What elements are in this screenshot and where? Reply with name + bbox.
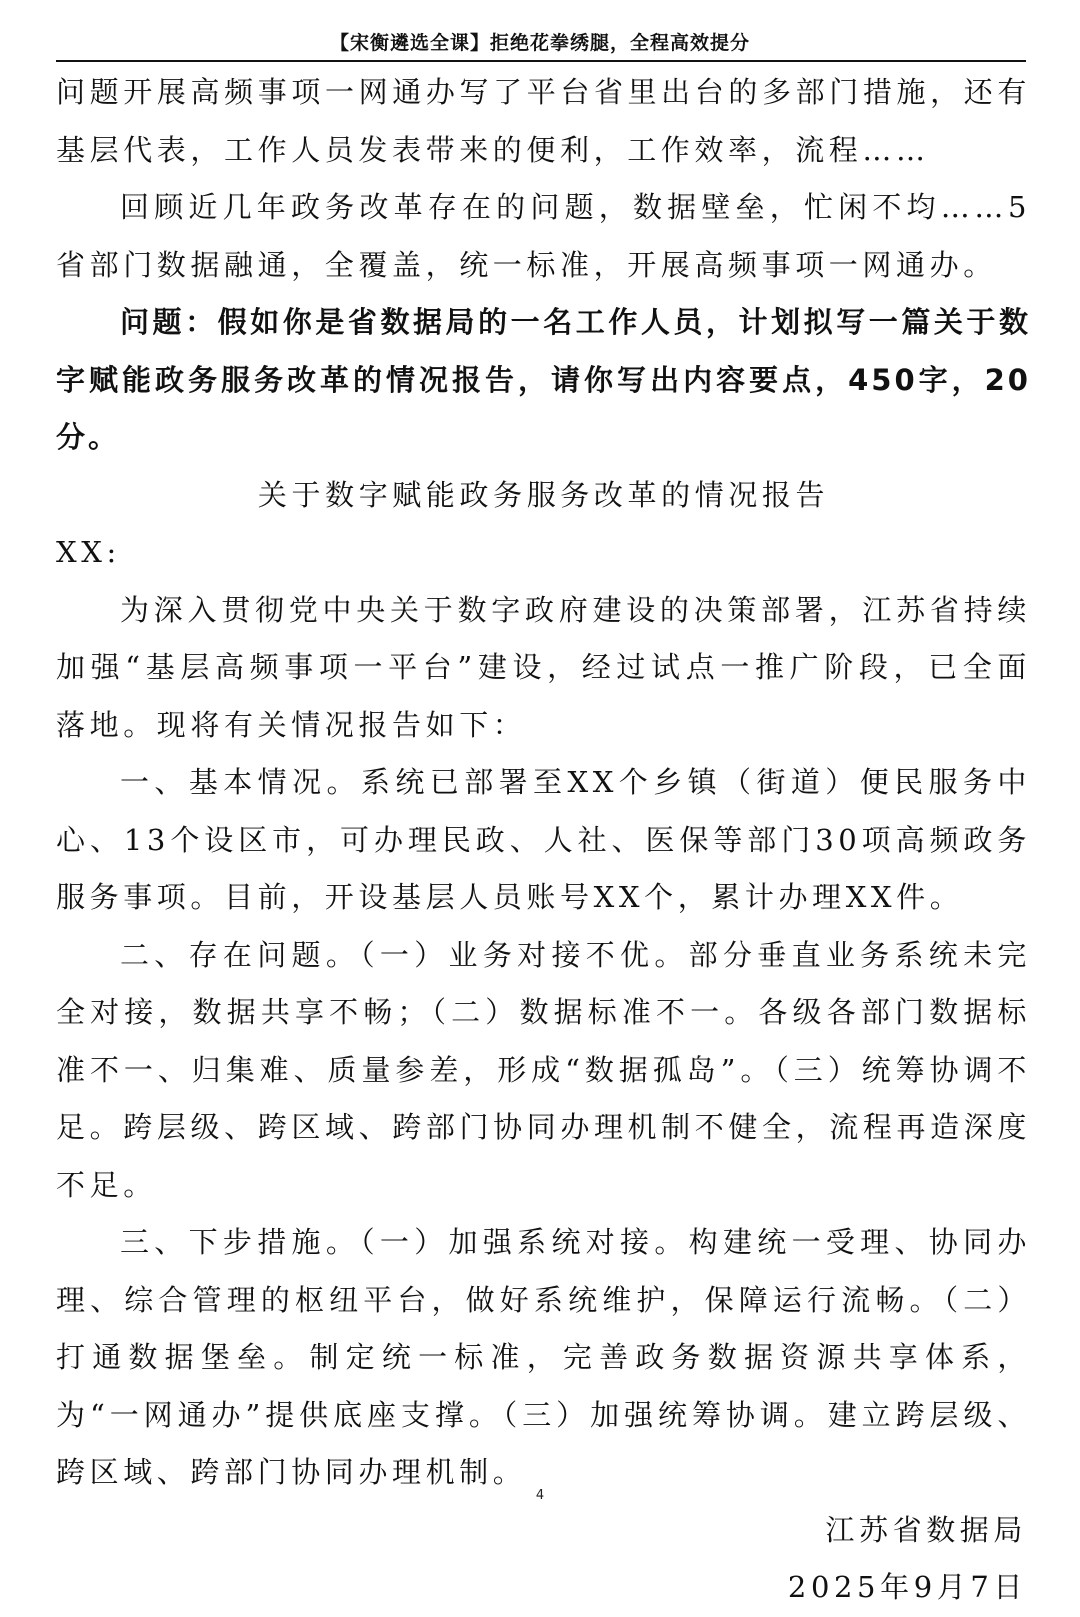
report-salutation: XX: — [56, 535, 121, 569]
document-body — [56, 64, 1031, 1617]
section-existing-problems: 二、存在问题。（一）业务对接不优。部分垂直业务系统未完全对接，数据共享不畅；（二）数据标准不一。各级各部门数据标准不一、归集难、质量参差，形成“数据孤岛”。（三）统筹协调不足。跨层级、跨区域、跨部门协同办理机制不健全，流程再造深度不足。 — [56, 937, 1031, 1202]
page-header-title: 【宋衡遴选全课】拒绝花拳绣腿，全程高效提分 — [329, 32, 750, 54]
question-paragraph: 问题：假如你是省数据局的一名工作人员，计划拟写一篇关于数字赋能政务服务改革的情况报告，请你写出内容要点，450字，20分。 — [56, 305, 1031, 454]
section-next-measures: 三、下步措施。（一）加强系统对接。构建统一受理、协同办理、综合管理的枢纽平台，做好系统维护，保障运行流畅。（二）打通数据堡垒。制定统一标准，完善政务数据资源共享体系，为“一网通办”提供底座支撑。（三）加强统筹协调。建立跨层级、跨区域、跨部门协同办理机制。 — [56, 1225, 1031, 1489]
report-signature: 江苏省数据局 — [825, 1512, 1027, 1547]
page-number: 4 — [535, 1488, 545, 1503]
intro-paragraph-1: 问题开展高频事项一网通办写了平台省里出台的多部门措施，还有基层代表，工作人员发表带来的便利，工作效率，流程…… — [56, 75, 1031, 167]
header-divider — [56, 60, 1026, 62]
report-opening: 为深入贯彻党中央关于数字政府建设的决策部署，江苏省持续加强“基层高频事项一平台”建设，经过试点一推广阶段，已全面落地。现将有关情况报告如下： — [56, 592, 1031, 742]
report-title: 关于数字赋能政务服务改革的情况报告 — [257, 477, 830, 512]
section-basic-situation: 一、基本情况。系统已部署至XX个乡镇（街道）便民服务中心、13个设区市，可办理民政、人社、医保等部门30项高频政务服务事项。目前，开设基层人员账号XX个，累计办理XX件。 — [56, 765, 1031, 914]
report-date: 2025年9月7日 — [787, 1570, 1027, 1604]
intro-paragraph-2: 回顾近几年政务改革存在的问题，数据壁垒，忙闲不均……5省部门数据融通，全覆盖，统一标准，开展高频事项一网通办。 — [56, 190, 1031, 282]
